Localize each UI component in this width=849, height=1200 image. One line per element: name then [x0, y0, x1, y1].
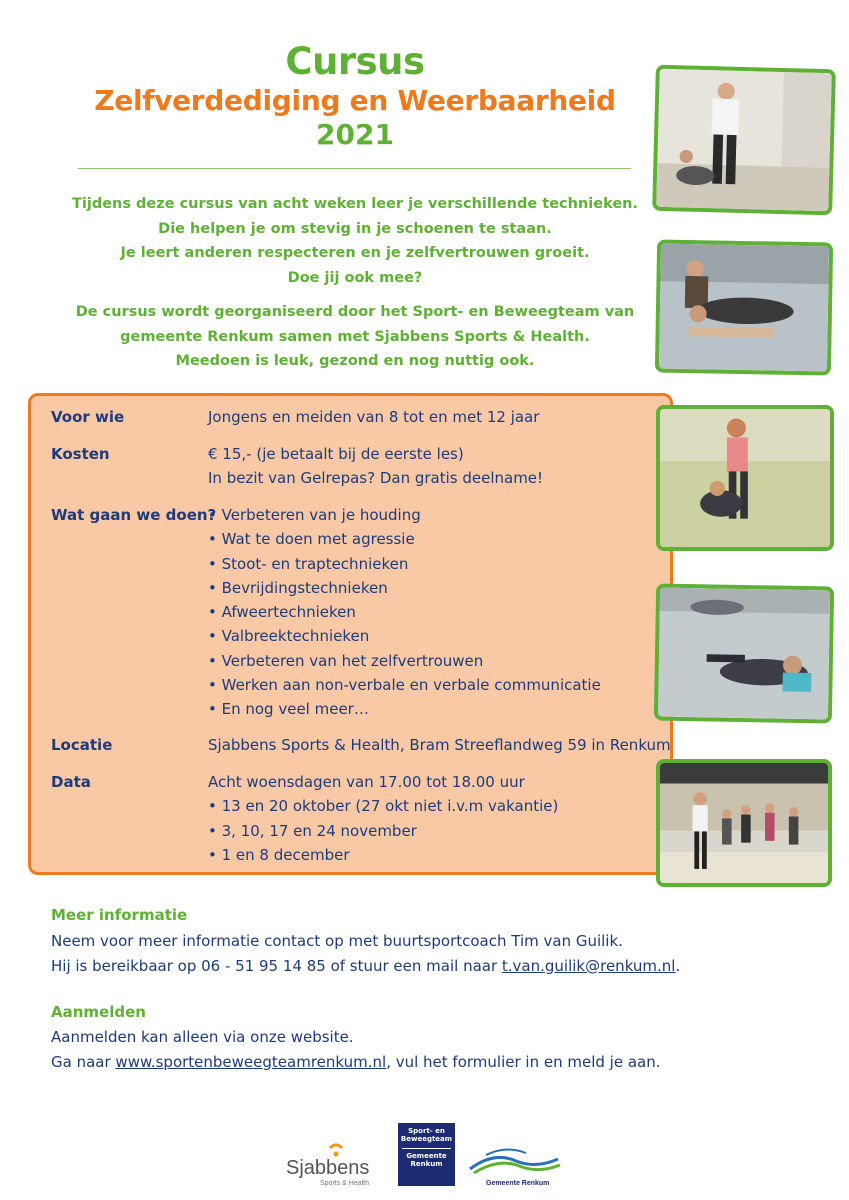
gemeente-logo-text: Gemeente Renkum [486, 1180, 550, 1187]
title-year: 2021 [316, 118, 394, 151]
info-line-pre: Hij is bereikbaar op 06 - 51 95 14 85 of stuur een mail naar [51, 956, 502, 975]
bullet-item: • 1 en 8 december [208, 845, 350, 864]
logo-line: Gemeente [406, 1152, 447, 1160]
aanmelden-line-post: , vul het formulier in en meld je aan. [386, 1052, 661, 1071]
heading-meer-informatie: Meer informatie [51, 906, 188, 924]
photo-instructor-kids [652, 65, 836, 216]
title-cursus: Cursus [285, 40, 425, 83]
sjabbens-logo-subtext: Sports & Health [320, 1180, 370, 1187]
email-link[interactable]: t.van.guilik@renkum.nl [501, 956, 676, 975]
aanmelden-line-pre: Ga naar [51, 1052, 116, 1071]
intro-line: De cursus wordt georganiseerd door het Sport- en Beweegteam van [75, 304, 635, 320]
label-kosten: Kosten [51, 445, 110, 463]
bullet-item: • 3, 10, 17 en 24 november [208, 821, 417, 840]
value-data [208, 770, 558, 867]
value-line: Acht woensdagen van 17.00 tot 18.00 uur [208, 773, 525, 791]
intro-line: Je leert anderen respecteren en je zelfvertrouwen groeit. [120, 245, 590, 261]
value-voor-wie [208, 405, 539, 429]
value-wat-gaan-we-doen [208, 503, 601, 722]
label-voor-wie: Voor wie [51, 408, 125, 426]
value-line: € 15,- (je betaalt bij de eerste les) [208, 445, 464, 463]
aanmelden-text [51, 1025, 660, 1074]
photo-group-class [656, 759, 832, 887]
logo-line: Beweegteam [400, 1135, 453, 1143]
bullet-item: • 13 en 20 oktober (27 okt niet i.v.m vakantie) [208, 797, 559, 816]
title-course-name: Zelfverdediging en Weerbaarheid [94, 84, 616, 117]
intro-line: Doe jij ook mee? [287, 269, 423, 286]
aanmelden-line [51, 1050, 660, 1075]
label-locatie: Locatie [51, 736, 113, 754]
website-link[interactable]: www.sportenbeweegteamrenkum.nl [115, 1052, 387, 1071]
bullet-item: • Afweertechnieken [208, 603, 356, 622]
label-data: Data [51, 773, 91, 791]
intro-paragraph-2 [60, 300, 650, 374]
aanmelden-line: Aanmelden kan alleen via onze website. [51, 1028, 354, 1046]
heading-aanmelden: Aanmelden [51, 1003, 146, 1021]
value-line: In bezit van Gelrepas? Dan gratis deelname! [208, 469, 544, 488]
value-kosten [208, 442, 543, 491]
photo-groundwork [654, 583, 834, 723]
bullet-item: • Bevrijdingstechnieken [208, 578, 388, 597]
value-line: Sjabbens Sports & Health, Bram Streeflandweg 59 in Renkum [208, 736, 671, 754]
intro-line: Tijdens deze cursus van acht weken leer je verschillende technieken. [72, 196, 638, 212]
bullet-item: • Verbeteren van het zelfvertrouwen [208, 651, 484, 670]
photo-helping-up [656, 405, 834, 551]
value-line: Jongens en meiden van 8 tot en met 12 jaar [208, 408, 540, 426]
intro-line: Meedoen is leuk, gezond en nog nuttig ook. [175, 353, 535, 369]
bullet-item: • Werken aan non-verbale en verbale communicatie [208, 676, 601, 695]
logo-line: Renkum [410, 1160, 443, 1168]
info-line [51, 954, 680, 979]
bullet-item: • Stoot- en traptechnieken [208, 554, 409, 573]
info-line: Neem voor meer informatie contact op met buurtsportcoach Tim van Guilik. [51, 932, 623, 950]
intro-line: Die helpen je om stevig in je schoenen te staan. [158, 220, 552, 237]
logo-divider [402, 1148, 451, 1149]
logo-line: Sport- en [408, 1127, 445, 1135]
intro-paragraph-1 [60, 192, 650, 290]
sjabbens-logo-text: Sjabbens [286, 1157, 370, 1179]
value-locatie [208, 733, 671, 757]
bullet-item: • En nog veel meer… [208, 700, 369, 719]
bullet-item: • Valbreektechnieken [208, 627, 370, 646]
photo-floor-exercise [655, 239, 833, 375]
intro-line: gemeente Renkum samen met Sjabbens Sports & Health. [120, 328, 590, 345]
label-wat-gaan-we-doen: Wat gaan we doen? [51, 506, 217, 524]
meer-informatie-text [51, 929, 680, 978]
sjabbens-logo [284, 1140, 384, 1190]
bullet-item: • Wat te doen met agressie [208, 530, 415, 549]
gemeente-renkum-logo [466, 1143, 566, 1187]
bullet-item: • Verbeteren van je houding [208, 506, 421, 524]
info-line-post: . [675, 956, 681, 975]
divider [78, 168, 631, 169]
sport-beweegteam-logo [398, 1123, 455, 1186]
